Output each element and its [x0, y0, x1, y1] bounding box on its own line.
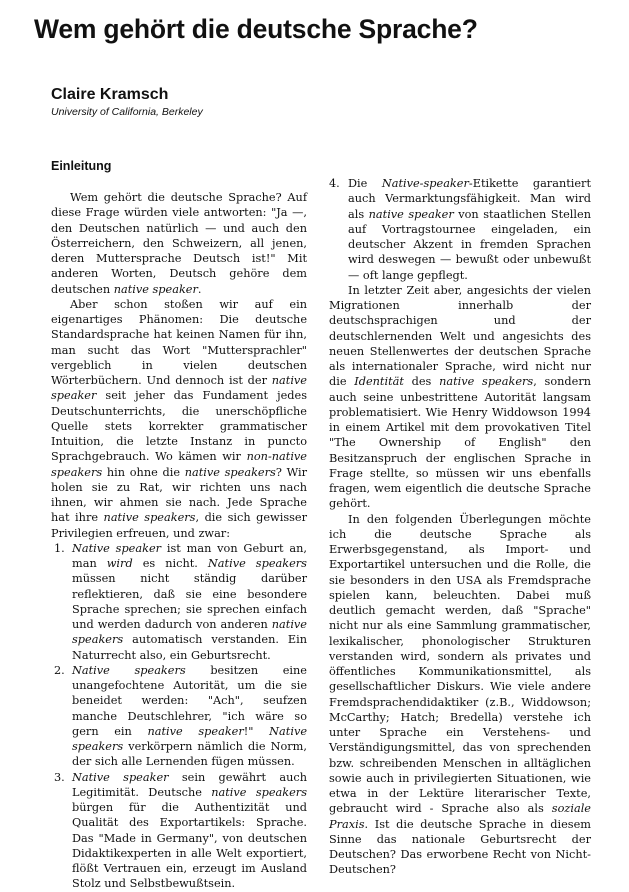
author-name: Claire Kramsch	[51, 86, 169, 103]
list-number: 4.	[329, 177, 340, 190]
list-number: 3.	[54, 770, 65, 784]
section-heading: Einleitung	[51, 159, 112, 173]
paragraph: In letzter Zeit aber, angesichts der vielen Migrationen innerhalb der deutschsprachigen und der deutschlernenden Welt und angesichts des neuen Stellenwertes der deutschen Sprache als internationaler Sprache, wird nicht nur die Identität des native speakers, sondern auch seine unbestrittene Autorität langsam problematisiert. Wie Henry Widdowson 1994 in einem Artikel mit dem provokativen Titel "The Ownership of English" den Besitzanspruch der englischen Sprache in Frage stellte, so müssen wir uns ebenfalls fragen, wem eigentlich die deutsche Sprache gehört.	[329, 283, 592, 511]
list-item-text: Die Native-speaker-Etikette garantiert auch Vermarktungsfähigkeit. Man wird als native speaker von staatlichen Stellen auf Vortragstournee eingeladen, ein deutscher Akzent in fremden Sprachen wird deswegen — bewußt oder unbewußt — oft lange gepflegt.	[348, 177, 592, 282]
right-column	[329, 176, 591, 878]
list-number: 1.	[54, 541, 65, 555]
paper-title: Wem gehört die deutsche Sprache?	[34, 14, 478, 44]
privileges-list	[51, 541, 307, 892]
list-item	[51, 770, 307, 892]
paragraph: Wem gehört die deutsche Sprache? Auf diese Frage würden viele antworten: "Ja —, den Deutschen natürlich — und auch den Österreichern, den Schweizern, all jenen, deren Muttersprache Deutsch ist!" Mit anderen Worten, Deutsch gehöre dem deutschen native speaker.	[51, 191, 307, 296]
privileges-list-continued	[329, 176, 591, 283]
left-column	[51, 190, 307, 892]
list-item-text: Native speakers besitzen eine unangefochtene Autorität, um die sie beneidet werden: "Ach", seufzen manche Deutschlehrer, "ich wäre so gern ein native speaker!" Native speakers verkörpern nämlich die Norm, der sich alle Lernenden fügen müssen.	[72, 663, 308, 769]
paragraph: In den folgenden Überlegungen möchte ich die deutsche Sprache als Erwerbsgegenstand, als Import- und Exportartikel untersuchen und die Rolle, die sie besonders in den USA als Fremdsprache spielen kann, beleuchten. Dabei muß deutlich gemacht werden, daß "Sprache" nicht nur als eine Sammlung grammatischer, lexikalischer, phonologischer Strukturen verstanden wird, sondern als privates und öffentliches Kommunikationsmittel, als gesellschaftlicher Diskurs. Wie viele andere Fremdsprachendidaktiker (z.B., Widdowson; McCarthy; Hatch; Bredella) verstehe ich unter Sprache ein Verstehens- und Verständigungsmittel, das von sprechenden bzw. schreibenden Menschen in alltäglichen sowie auch in privilegierten Situationen, wie etwa in der Lektüre literarischer Texte, gebraucht wird - Sprache also als soziale Praxis. Ist die deutsche Sprache in diesem Sinne das nationale Geburtsrecht der Deutschen? Das erworbene Recht von Nicht-Deutschen?	[329, 512, 591, 877]
author-affiliation: University of California, Berkeley	[51, 106, 203, 118]
list-item	[51, 663, 307, 770]
list-item-text: Native speaker sein gewährt auch Legitimität. Deutsche native speakers bürgen für die Authentizität und Qualität des Exportartikels: Sprache. Das "Made in Germany", von deutschen Didaktikexperten in alle Welt exportiert, flößt Vertrauen ein, erzeugt im Ausland Stolz und Selbstbewußtsein.	[72, 770, 308, 891]
list-number: 2.	[54, 663, 65, 677]
list-item	[329, 176, 591, 283]
list-item-text: Native speaker ist man von Geburt an, man wird es nicht. Native speakers müssen nicht ständig darüber reflektieren, daß sie eine besondere Sprache sprechen; sie sprechen einfach und werden dadurch von anderen native speakers automatisch verstanden. Ein Naturrecht also, ein Geburtsrecht.	[72, 541, 307, 662]
list-item	[51, 541, 307, 663]
paragraph: Aber schon stoßen wir auf ein eigenartiges Phänomen: Die deutsche Standardsprache hat keinen Namen für ihn, man sucht das Wort "Muttersprachler" vergeblich in vielen deutschen Wörterbüchern. Und dennoch ist der native speaker seit jeher das Fundament jedes Deutschunterrichts, die unerschöpfliche Quelle stets korrekter grammatischer Intuition, die letzte Instanz in puncto Sprachgebrauch. Wo kämen wir non-native speakers hin ohne die native speakers? Wir holen sie zu Rat, wir richten uns nach ihnen, wir ahmen sie nach. Jede Sprache hat ihre native speakers, die sich gewisser Privilegien erfreuen, und zwar:	[51, 297, 307, 540]
